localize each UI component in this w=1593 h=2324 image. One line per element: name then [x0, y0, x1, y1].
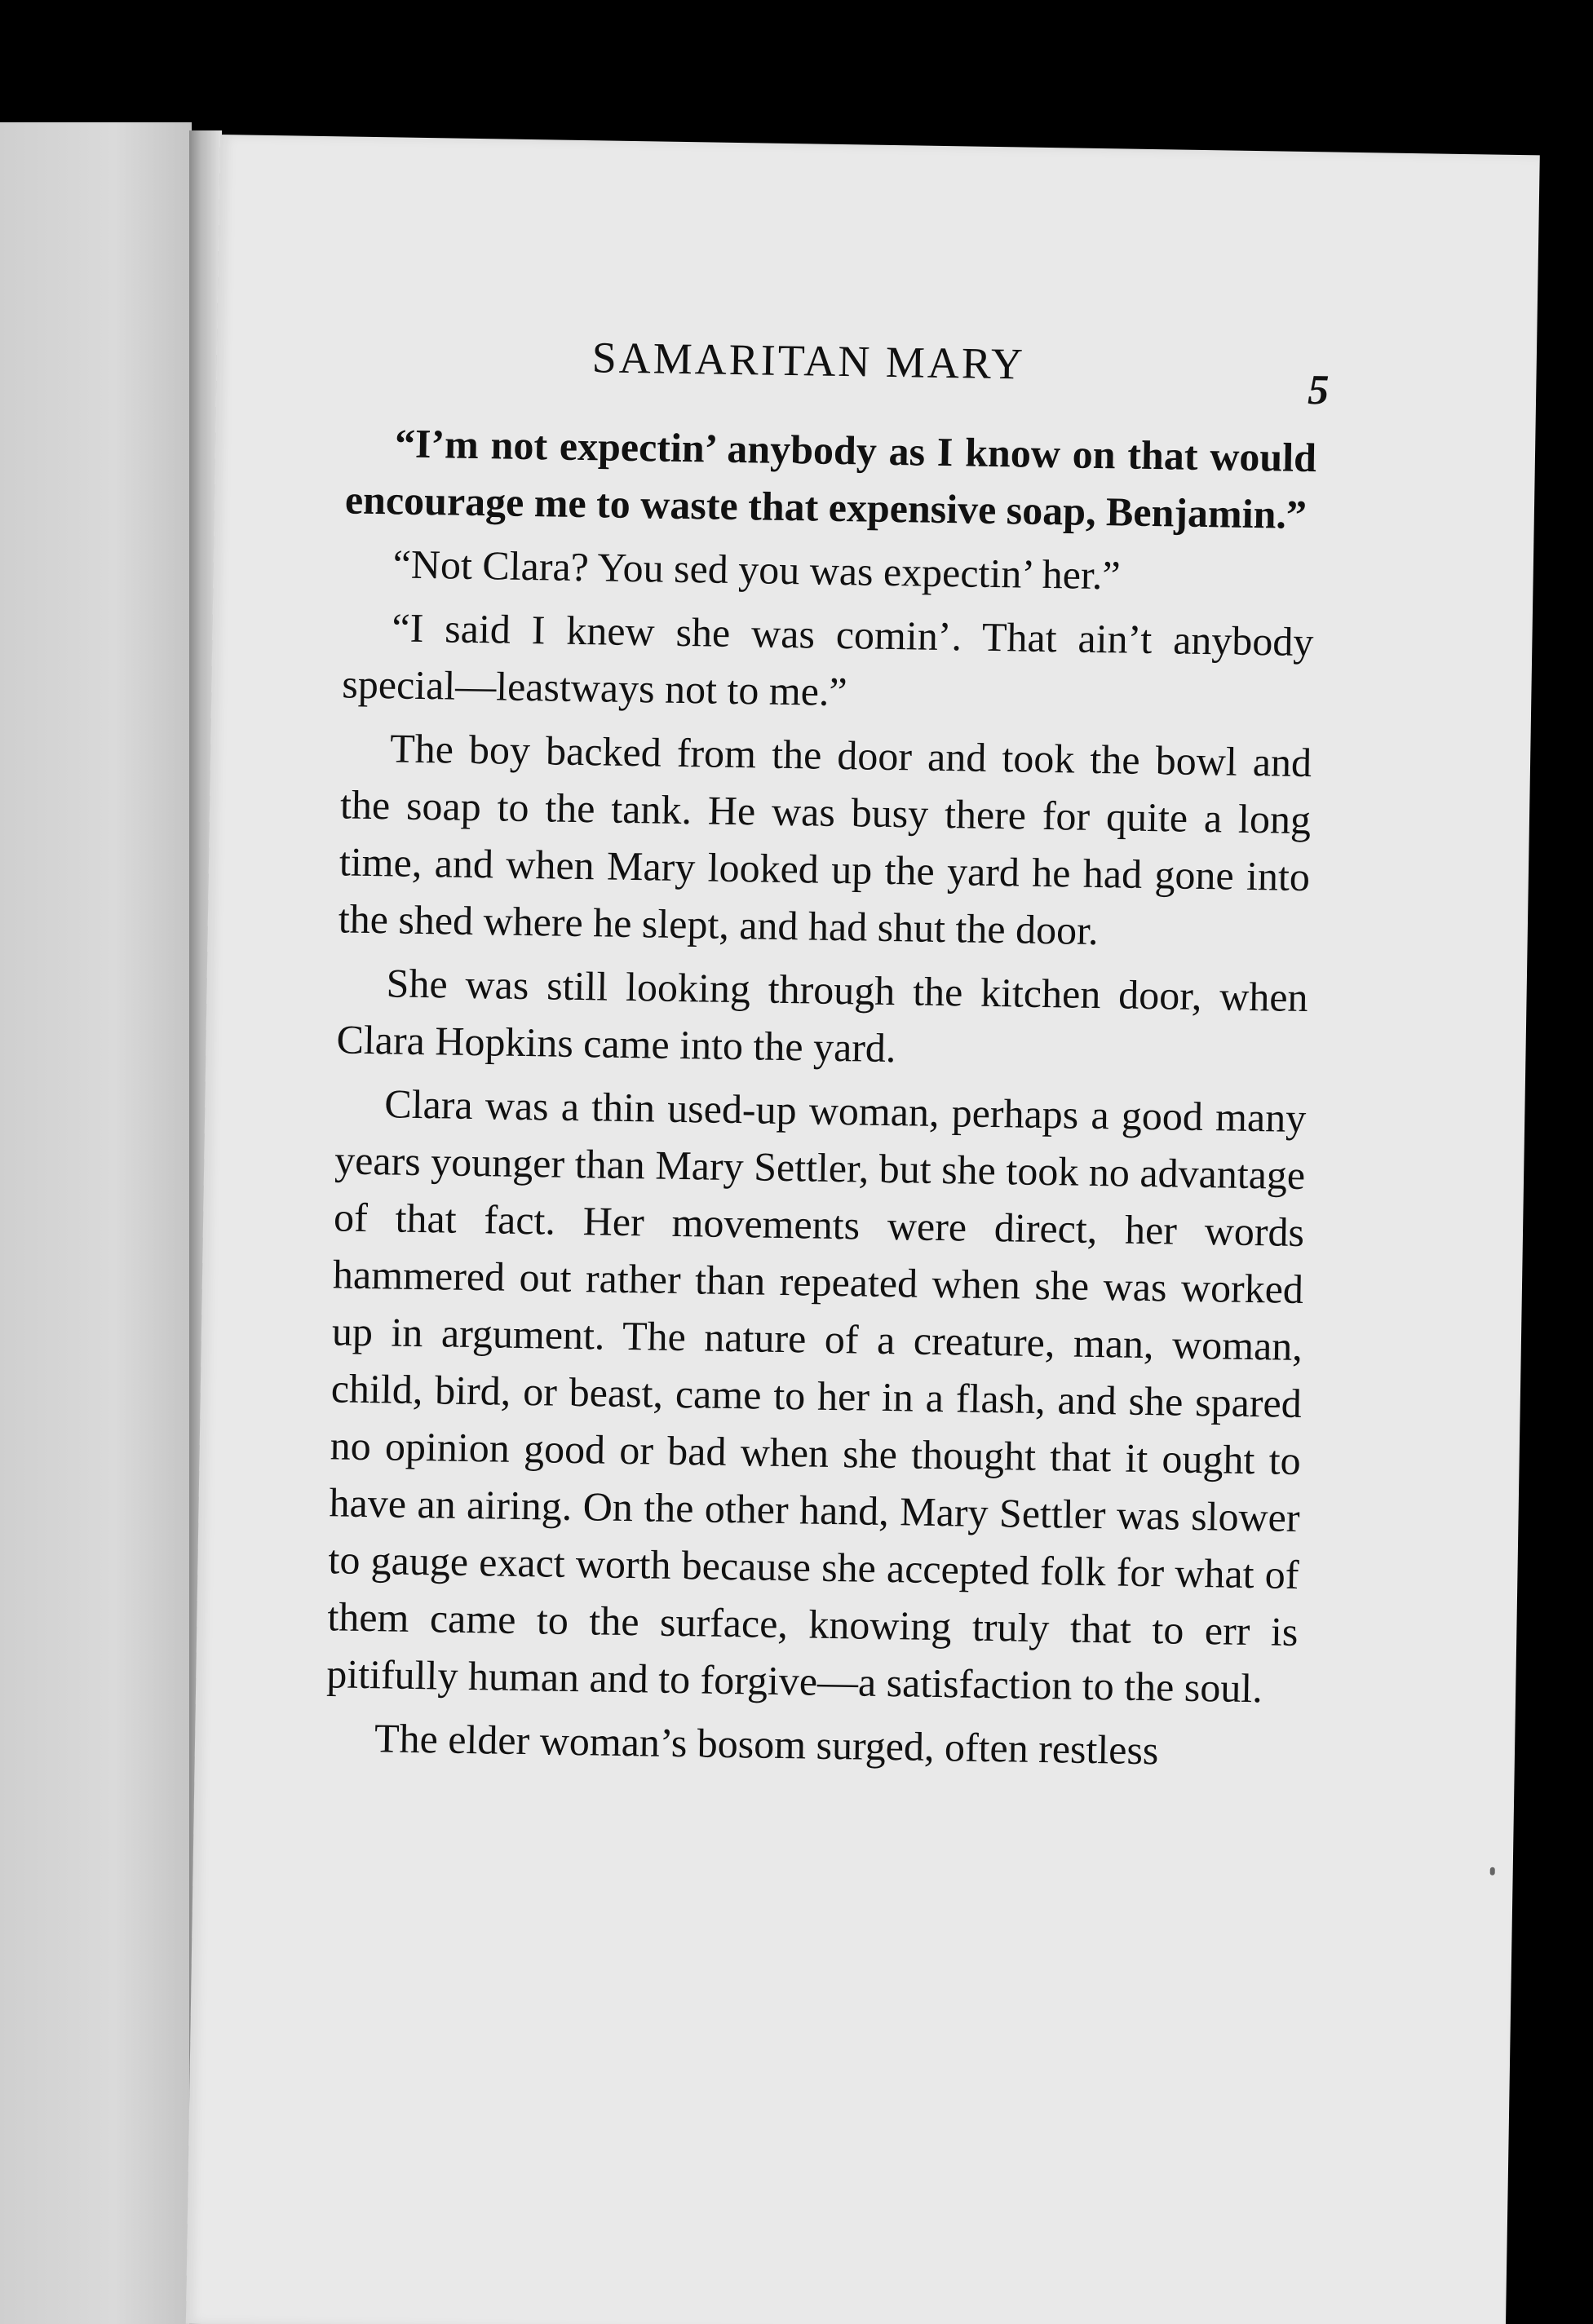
scan-speck — [1490, 1867, 1495, 1876]
paragraph: “I’m not expectin’ anybody as I know on that would encourage me to waste that expensive soap, Benjamin.” — [344, 420, 1317, 537]
running-title: SAMARITAN MARY — [591, 333, 1026, 389]
paragraph: Clara was a thin used-up woman, perhaps a good many years younger than Mary Settler, but she took no advantage of that fact. Her movements were direct, her words hammered out rather than repeated when she was worked up in argument. The nature of a creature, man, woman, child, bird, or beast, came to her in a flash, and she spared no opinion good or bad when she thought that it ought to have an airing. On the other hand, Mary Settler was slower to gauge exact worth because she accepted folk for what of them came to the surface, knowing truly that to err is pitifully human and to forgive—a satisfaction to the soul. — [325, 1080, 1307, 1712]
page-number: 5 — [1307, 366, 1330, 414]
page-body-text — [325, 413, 1316, 1787]
paragraph: “I said I knew she was comin’. That ain’t anybody special—leastways not to me.” — [342, 604, 1314, 715]
left-facing-page — [0, 122, 192, 2324]
paragraph: The boy backed from the door and took the bowl and the soap to the tank. He was busy there for quite a long time, and when Mary looked up the yard he had gone into the shed where he slept, and had shut the door. — [338, 725, 1312, 954]
paragraph: “Not Clara? You sed you was expectin’ her.” — [392, 541, 1121, 599]
paragraph: She was still looking through the kitchen door, when Clara Hopkins came into the yard. — [336, 960, 1308, 1071]
page-header — [216, 326, 1537, 420]
book-page — [186, 135, 1540, 2324]
paragraph: The elder woman’s bosom surged, often restless — [374, 1715, 1159, 1774]
